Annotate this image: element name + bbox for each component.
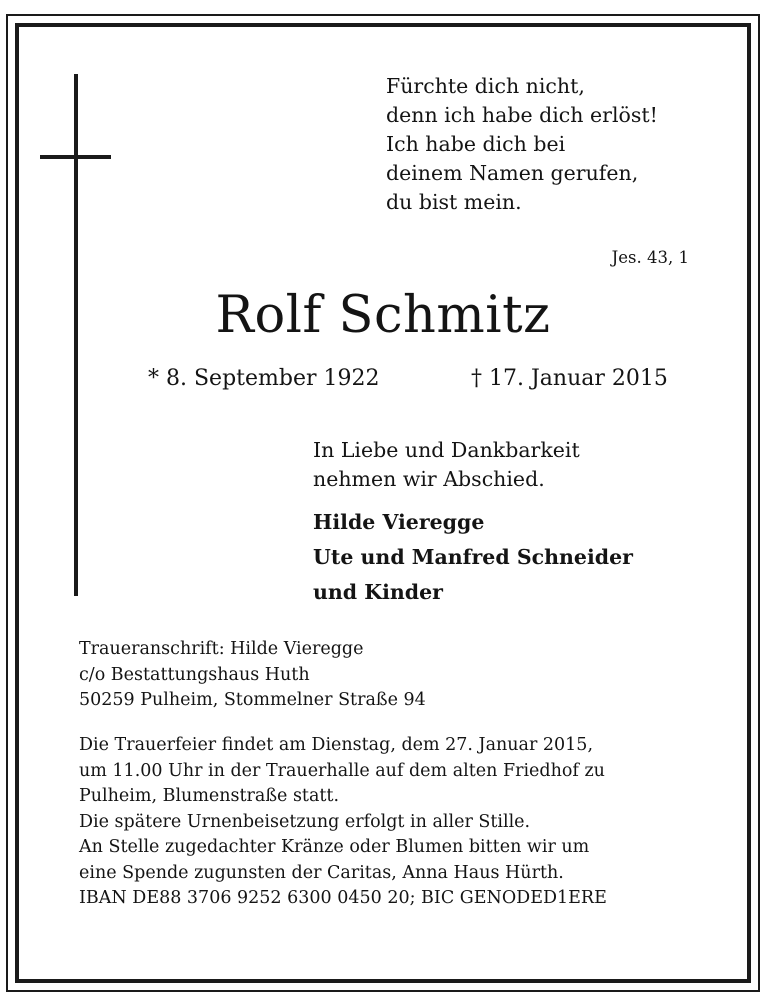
verse-line: du bist mein. bbox=[386, 190, 522, 214]
birth-date: * 8. September 1922 bbox=[148, 366, 380, 391]
verse-line: denn ich habe dich erlöst! bbox=[386, 103, 658, 127]
verse-reference: Jes. 43, 1 bbox=[611, 248, 689, 267]
info-line: An Stelle zugedachter Kränze oder Blumen bitten wir um bbox=[79, 837, 590, 857]
verse-line: Fürchte dich nicht, bbox=[386, 74, 585, 98]
verse-line: deinem Namen gerufen, bbox=[386, 161, 639, 185]
farewell-text bbox=[313, 436, 580, 494]
death-date: † 17. Januar 2015 bbox=[471, 366, 668, 391]
farewell-line: nehmen wir Abschied. bbox=[313, 467, 545, 491]
address-line: Traueranschrift: Hilde Vieregge bbox=[79, 639, 364, 659]
info-line: um 11.00 Uhr in der Trauerhalle auf dem alten Friedhof zu bbox=[79, 760, 605, 781]
mourner-name: und Kinder bbox=[313, 580, 443, 604]
deceased-name: Rolf Schmitz bbox=[215, 286, 551, 345]
bible-verse bbox=[386, 72, 658, 217]
info-line: eine Spende zugunsten der Caritas, Anna Haus Hürth. bbox=[79, 862, 564, 883]
verse-line: Ich habe dich bei bbox=[386, 132, 566, 156]
info-line: IBAN DE88 3706 9252 6300 0450 20; BIC GENODED1ERE bbox=[79, 888, 607, 908]
info-line: Pulheim, Blumenstraße statt. bbox=[79, 786, 340, 806]
mourners-list bbox=[313, 505, 633, 610]
address-line: 50259 Pulheim, Stommelner Straße 94 bbox=[79, 690, 426, 710]
funeral-info bbox=[79, 733, 607, 912]
cross-horizontal-bar bbox=[40, 155, 111, 159]
info-line: Die spätere Urnenbeisetzung erfolgt in aller Stille. bbox=[79, 811, 531, 832]
mourner-name: Ute und Manfred Schneider bbox=[313, 545, 633, 569]
farewell-line: In Liebe und Dankbarkeit bbox=[313, 438, 580, 462]
info-line: Die Trauerfeier findet am Dienstag, dem 27. Januar 2015, bbox=[79, 735, 594, 755]
mourning-address bbox=[79, 637, 426, 714]
mourner-name: Hilde Vieregge bbox=[313, 510, 485, 534]
address-line: c/o Bestattungshaus Huth bbox=[79, 664, 310, 685]
